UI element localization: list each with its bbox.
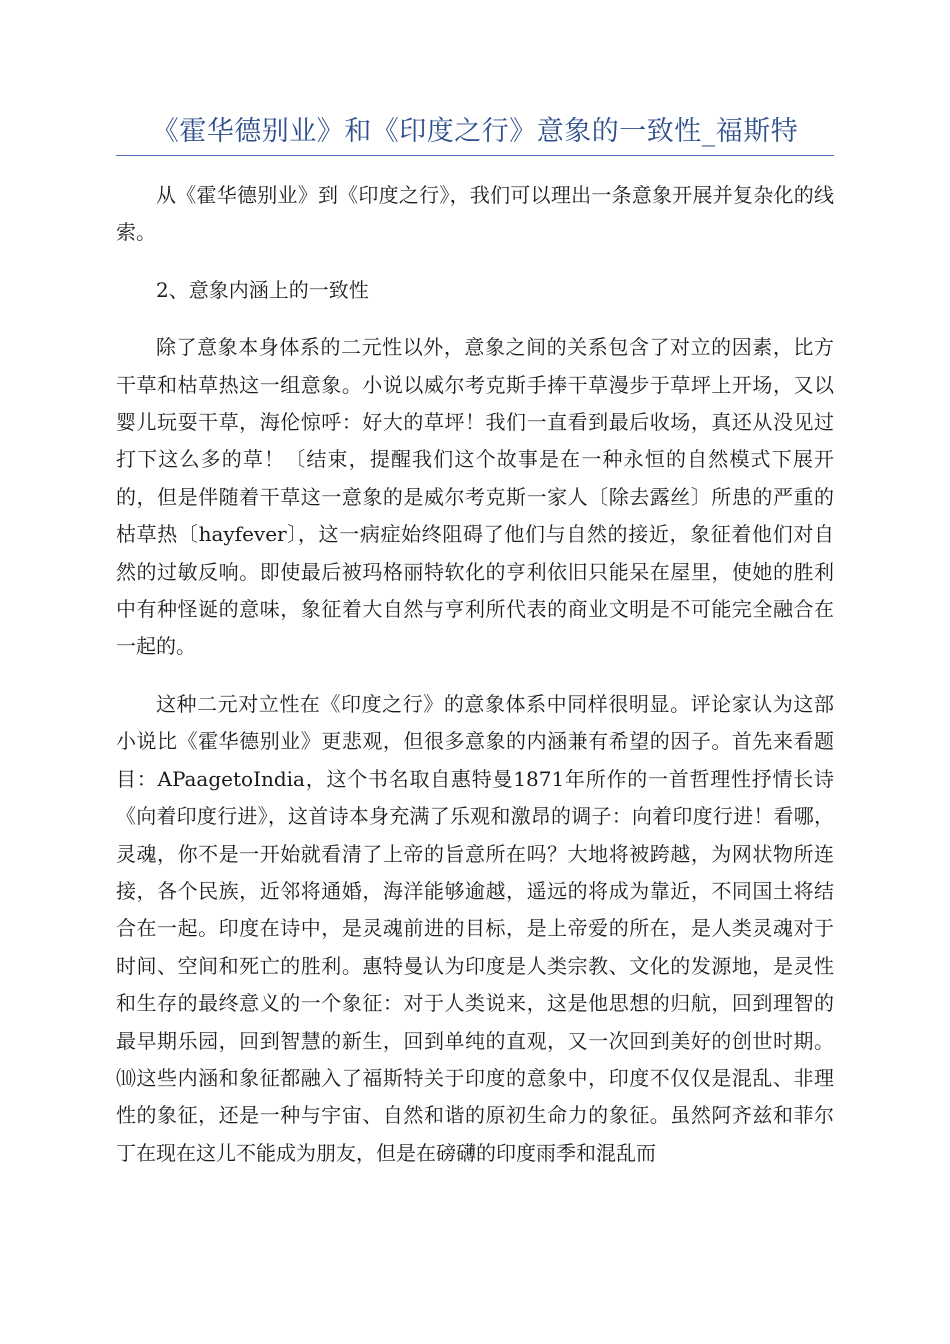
paragraph-hay-fever: 除了意象本身体系的二元性以外，意象之间的关系包含了对立的因素，比方干草和枯草热这一组意象。小说以威尔考克斯手捧干草漫步于草坪上开场，又以婴儿玩耍干草，海伦惊呼：好大的草坪！我们一直看到最后收场，真还从没见过打下这么多的草！〔结束，提醒我们这个故事是在一种永恒的自然模式下展开的，但是伴随着干草这一意象的是威尔考克斯一家人〔除去露丝〕所患的严重的枯草热〔hayfever〕，这一病症始终阻碍了他们与自然的接近，象征着他们对自然的过敏反响。即使最后被玛格丽特软化的亨利依旧只能呆在屋里，使她的胜利中有种怪诞的意味，象征着大自然与亨利所代表的商业文明是不可能完全融合在一起的。 [116,335,834,659]
document-body [116,177,834,1192]
title-underline [116,155,834,156]
section-heading: 2、意象内涵上的一致性 [156,277,369,302]
document-title: 《霍华德别业》和《印度之行》意象的一致性_福斯特 [151,116,799,147]
paragraph-passage-to-india: 这种二元对立性在《印度之行》的意象体系中同样很明显。评论家认为这部小说比《霍华德别业》更悲观，但很多意象的内涵兼有希望的因子。首先来看题目：APaagetoIndia，这个书名取自惠特曼1871年所作的一首哲理性抒情长诗《向着印度行进》，这首诗本身充满了乐观和激昂的调子：向着印度行进！看哪，灵魂，你不是一开始就看清了上帝的旨意所在吗？大地将被跨越，为网状物所连接，各个民族，近邻将通婚，海洋能够逾越，遥远的将成为靠近，不同国土将结合在一起。印度在诗中，是灵魂前进的目标，是上帝爱的所在，是人类灵魂对于时间、空间和死亡的胜利。惠特曼认为印度是人类宗教、文化的发源地，是灵性和生存的最终意义的一个象征：对于人类说来，这是他思想的归航，回到理智的最早期乐园，回到智慧的新生，回到单纯的直观，又一次回到美好的创世时期。⑽这些内涵和象征都融入了福斯特关于印度的意象中，印度不仅仅是混乱、非理性的象征，还是一种与宇宙、自然和谐的原初生命力的象征。虽然阿齐兹和菲尔丁在现在这儿不能成为朋友，但是在磅礴的印度雨季和混乱而 [116,691,834,1165]
paragraph-intro: 从《霍华德别业》到《印度之行》，我们可以理出一条意象开展并复杂化的线索。 [116,183,834,245]
